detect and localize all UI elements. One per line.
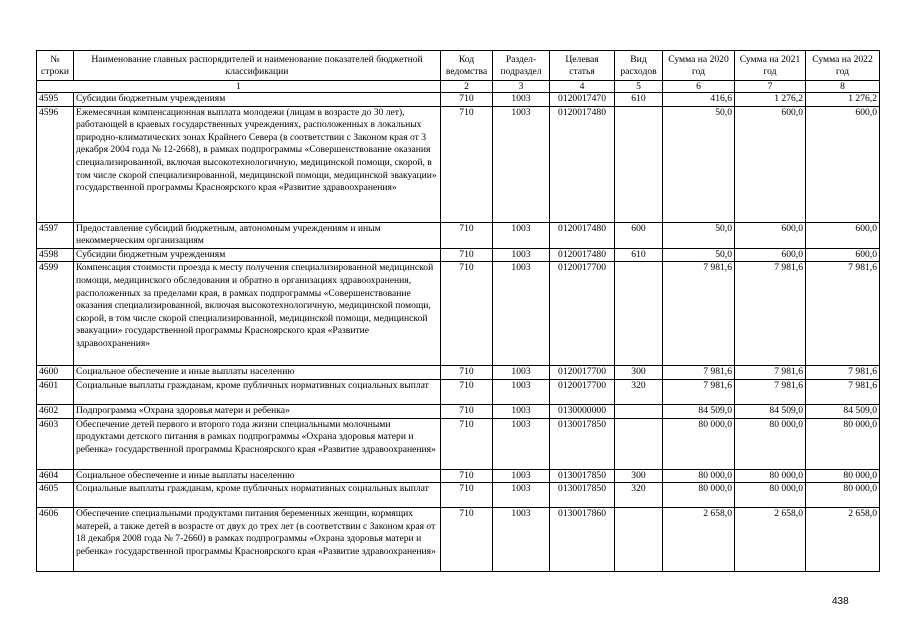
- row-section-cell: 1003: [493, 469, 550, 483]
- col-number: 1: [37, 81, 441, 93]
- row-target-cell: 0120017480: [550, 106, 615, 222]
- row-sum-2022-cell: 2 658,0: [806, 508, 880, 572]
- col-number: 8: [806, 81, 880, 93]
- row-target-cell: 0120017470: [550, 93, 615, 107]
- table-row: [37, 262, 880, 366]
- row-target-cell: 0120017480: [550, 248, 615, 262]
- row-sum-2022-cell: 600,0: [806, 248, 880, 262]
- row-sum-2020-cell: 50,0: [663, 106, 735, 222]
- col-number: 7: [735, 81, 806, 93]
- table-row: [37, 379, 880, 404]
- table-row: [37, 404, 880, 418]
- row-number-cell: 4600: [37, 366, 74, 380]
- row-dept-cell: 710: [441, 222, 493, 248]
- row-sum-2021-cell: 7 981,6: [735, 366, 806, 380]
- row-number-cell: 4601: [37, 379, 74, 404]
- row-expense-cell: 320: [615, 483, 663, 508]
- row-target-cell: 0120017700: [550, 366, 615, 380]
- col-number: 5: [615, 81, 663, 93]
- header-dept: Код ведомства: [441, 51, 493, 81]
- row-expense-cell: [615, 106, 663, 222]
- row-sum-2022-cell: 80 000,0: [806, 483, 880, 508]
- header-section: Раздел-подраздел: [493, 51, 550, 81]
- row-dept-cell: 710: [441, 248, 493, 262]
- row-section-cell: 1003: [493, 418, 550, 469]
- header-target: Целевая статья: [550, 51, 615, 81]
- row-number-cell: 4597: [37, 222, 74, 248]
- row-dept-cell: 710: [441, 379, 493, 404]
- row-dept-cell: 710: [441, 508, 493, 572]
- row-number-cell: 4599: [37, 262, 74, 366]
- table-row: [37, 366, 880, 380]
- col-number: 2: [441, 81, 493, 93]
- header-row: [37, 51, 880, 81]
- row-sum-2022-cell: 7 981,6: [806, 366, 880, 380]
- row-sum-2022-cell: 84 509,0: [806, 404, 880, 418]
- budget-table: [36, 50, 880, 572]
- row-name-cell: Подпрограмма «Охрана здоровья матери и ребенка»: [74, 404, 441, 418]
- row-number-cell: 4602: [37, 404, 74, 418]
- row-sum-2020-cell: 50,0: [663, 248, 735, 262]
- page-number: 438: [832, 596, 849, 607]
- row-sum-2021-cell: 7 981,6: [735, 262, 806, 366]
- row-section-cell: 1003: [493, 262, 550, 366]
- row-name-cell: Ежемесячная компенсационная выплата молодежи (лицам в возрасте до 30 лет), работающей в краевых государственных учреждениях, расположенных в локальных природно-климатических зонах Крайнего Севера (в соответствии с Законом края от 3 декабря 2004 года № 12-2668), в рамках подпрограммы «Совершенствование оказания специализированной, включая высокотехнологичную, медицинской помощи, скорой, в том числе скорой специализированной, медицинской помощи, медицинской эвакуации» государственной программы Красноярского края «Развитие здравоохранения»: [74, 106, 441, 222]
- table-row: [37, 248, 880, 262]
- row-target-cell: 0130000000: [550, 404, 615, 418]
- row-section-cell: 1003: [493, 508, 550, 572]
- row-number-cell: 4596: [37, 106, 74, 222]
- row-sum-2022-cell: 1 276,2: [806, 93, 880, 107]
- table-row: [37, 418, 880, 469]
- row-sum-2021-cell: 600,0: [735, 222, 806, 248]
- row-section-cell: 1003: [493, 404, 550, 418]
- row-number-cell: 4595: [37, 93, 74, 107]
- row-section-cell: 1003: [493, 379, 550, 404]
- row-sum-2020-cell: 7 981,6: [663, 262, 735, 366]
- row-dept-cell: 710: [441, 404, 493, 418]
- row-dept-cell: 710: [441, 366, 493, 380]
- row-sum-2021-cell: 80 000,0: [735, 469, 806, 483]
- row-sum-2020-cell: 2 658,0: [663, 508, 735, 572]
- row-expense-cell: [615, 418, 663, 469]
- row-dept-cell: 710: [441, 262, 493, 366]
- row-sum-2022-cell: 80 000,0: [806, 418, 880, 469]
- row-target-cell: 0130017860: [550, 508, 615, 572]
- row-name-cell: Субсидии бюджетным учреждениям: [74, 93, 441, 107]
- header-name: Наименование главных распорядителей и наименование показателей бюджетной классификации: [74, 51, 441, 81]
- row-sum-2020-cell: 84 509,0: [663, 404, 735, 418]
- row-expense-cell: 610: [615, 248, 663, 262]
- row-number-cell: 4604: [37, 469, 74, 483]
- col-number: 4: [550, 81, 615, 93]
- header-sum-2022: Сумма на 2022 год: [806, 51, 880, 81]
- row-name-cell: Социальное обеспечение и иные выплаты населению: [74, 366, 441, 380]
- row-expense-cell: [615, 508, 663, 572]
- row-target-cell: 0130017850: [550, 469, 615, 483]
- table-row: [37, 469, 880, 483]
- table-row: [37, 93, 880, 107]
- row-name-cell: Субсидии бюджетным учреждениям: [74, 248, 441, 262]
- row-name-cell: Социальные выплаты гражданам, кроме публичных нормативных социальных выплат: [74, 379, 441, 404]
- row-sum-2020-cell: 50,0: [663, 222, 735, 248]
- row-name-cell: Обеспечение специальными продуктами питания беременных женщин, кормящих матерей, а также детей в возрасте от двух до трех лет (в соответствии с Законом края от 18 декабря 2008 года № 7-2660) в рамках подпрограммы «Охрана здоровья матери и ребенка» государственной программы Красноярского края «Развитие здравоохранения»: [74, 508, 441, 572]
- column-number-row: [37, 81, 880, 93]
- row-expense-cell: 600: [615, 222, 663, 248]
- header-row-no: № строки: [37, 51, 74, 81]
- row-sum-2021-cell: 80 000,0: [735, 418, 806, 469]
- row-name-cell: Обеспечение детей первого и второго года жизни специальными молочными продуктами детского питания в рамках подпрограммы «Охрана здоровья матери и ребенка» государственной программы Красноярского края «Развитие здравоохранения»: [74, 418, 441, 469]
- row-sum-2021-cell: 600,0: [735, 106, 806, 222]
- table-row: [37, 483, 880, 508]
- row-sum-2020-cell: 80 000,0: [663, 483, 735, 508]
- row-target-cell: 0120017480: [550, 222, 615, 248]
- row-number-cell: 4605: [37, 483, 74, 508]
- row-sum-2021-cell: 7 981,6: [735, 379, 806, 404]
- row-sum-2022-cell: 80 000,0: [806, 469, 880, 483]
- row-sum-2020-cell: 7 981,6: [663, 366, 735, 380]
- row-name-cell: Социальные выплаты гражданам, кроме публичных нормативных социальных выплат: [74, 483, 441, 508]
- row-sum-2021-cell: 1 276,2: [735, 93, 806, 107]
- row-section-cell: 1003: [493, 483, 550, 508]
- row-number-cell: 4598: [37, 248, 74, 262]
- row-dept-cell: 710: [441, 469, 493, 483]
- col-number: 6: [663, 81, 735, 93]
- row-sum-2022-cell: 7 981,6: [806, 262, 880, 366]
- row-dept-cell: 710: [441, 483, 493, 508]
- row-sum-2021-cell: 2 658,0: [735, 508, 806, 572]
- row-dept-cell: 710: [441, 418, 493, 469]
- row-expense-cell: 300: [615, 366, 663, 380]
- row-target-cell: 0120017700: [550, 379, 615, 404]
- row-name-cell: Предоставление субсидий бюджетным, автономным учреждениям и иным некоммерческим организациям: [74, 222, 441, 248]
- row-sum-2021-cell: 600,0: [735, 248, 806, 262]
- row-sum-2022-cell: 7 981,6: [806, 379, 880, 404]
- row-dept-cell: 710: [441, 106, 493, 222]
- row-target-cell: 0130017850: [550, 483, 615, 508]
- row-expense-cell: [615, 262, 663, 366]
- row-expense-cell: 300: [615, 469, 663, 483]
- row-section-cell: 1003: [493, 106, 550, 222]
- col-number: 3: [493, 81, 550, 93]
- row-target-cell: 0120017700: [550, 262, 615, 366]
- row-number-cell: 4606: [37, 508, 74, 572]
- header-sum-2020: Сумма на 2020 год: [663, 51, 735, 81]
- row-sum-2021-cell: 84 509,0: [735, 404, 806, 418]
- row-expense-cell: 320: [615, 379, 663, 404]
- header-sum-2021: Сумма на 2021 год: [735, 51, 806, 81]
- row-name-cell: Компенсация стоимости проезда к месту получения специализированной медицинской помощи, медицинского обследования и обратно в организациях здравоохранения, расположенных за пределами края, в рамках подпрограммы «Совершенствование оказания специализированной, включая высокотехнологичную, медицинской помощи, скорой, в том числе скорой специализированной, медицинской помощи, медицинской эвакуации» государственной программы Красноярского края «Развитие здравоохранения»: [74, 262, 441, 366]
- row-expense-cell: [615, 404, 663, 418]
- table-row: [37, 222, 880, 248]
- table-row: [37, 106, 880, 222]
- row-section-cell: 1003: [493, 248, 550, 262]
- row-sum-2020-cell: 7 981,6: [663, 379, 735, 404]
- row-sum-2022-cell: 600,0: [806, 222, 880, 248]
- row-sum-2020-cell: 416,6: [663, 93, 735, 107]
- table-row: [37, 508, 880, 572]
- row-section-cell: 1003: [493, 93, 550, 107]
- header-expense: Вид расходов: [615, 51, 663, 81]
- row-sum-2020-cell: 80 000,0: [663, 469, 735, 483]
- row-section-cell: 1003: [493, 366, 550, 380]
- row-number-cell: 4603: [37, 418, 74, 469]
- row-target-cell: 0130017850: [550, 418, 615, 469]
- row-sum-2021-cell: 80 000,0: [735, 483, 806, 508]
- row-dept-cell: 710: [441, 93, 493, 107]
- row-sum-2022-cell: 600,0: [806, 106, 880, 222]
- row-expense-cell: 610: [615, 93, 663, 107]
- row-sum-2020-cell: 80 000,0: [663, 418, 735, 469]
- row-name-cell: Социальное обеспечение и иные выплаты населению: [74, 469, 441, 483]
- row-section-cell: 1003: [493, 222, 550, 248]
